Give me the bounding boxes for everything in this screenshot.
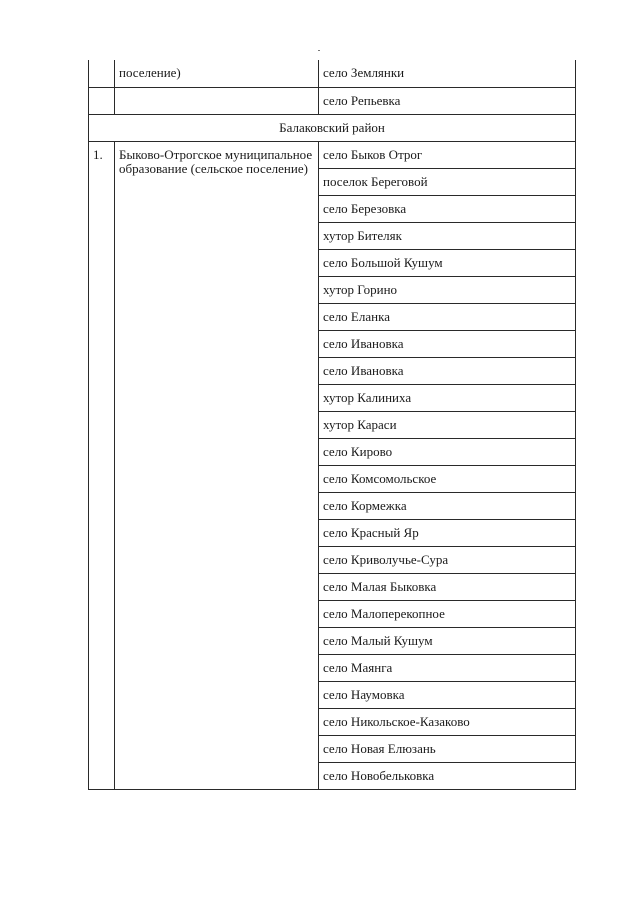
district-title: Балаковский район <box>89 114 576 141</box>
settlement-cell: село Большой Кушум <box>319 249 576 276</box>
settlement-cell: село Малый Кушум <box>319 627 576 654</box>
settlement-cell: село Ивановка <box>319 330 576 357</box>
settlement-cell: хутор Калиниха <box>319 384 576 411</box>
scan-speck <box>318 50 320 51</box>
settlement-cell: хутор Бителяк <box>319 222 576 249</box>
settlement-cell: село Еланка <box>319 303 576 330</box>
settlement-cell: поселок Береговой <box>319 168 576 195</box>
settlement-cell: село Ивановка <box>319 357 576 384</box>
entry-number: 1. <box>89 141 115 789</box>
settlement-cell: село Маянга <box>319 654 576 681</box>
table-row <box>89 87 576 114</box>
settlement-cell: село Малая Быковка <box>319 573 576 600</box>
settlement-cell: село Березовка <box>319 195 576 222</box>
settlement-cell: село Новая Елюзань <box>319 735 576 762</box>
settlement-cell: село Кирово <box>319 438 576 465</box>
settlement-cell: село Комсомольское <box>319 465 576 492</box>
settlement-cell: село Малоперекопное <box>319 600 576 627</box>
settlement-cell: хутор Горино <box>319 276 576 303</box>
table-body <box>89 60 576 789</box>
settlement-cell: село Кормежка <box>319 492 576 519</box>
settlement-cell: хутор Караси <box>319 411 576 438</box>
settlements-table <box>88 60 576 790</box>
settlement-cell: село Криволучье-Сура <box>319 546 576 573</box>
row-number-cell <box>89 60 115 87</box>
district-row <box>89 114 576 141</box>
settlement-cell: село Репьевка <box>319 87 576 114</box>
settlement-cell: село Никольское-Казаково <box>319 708 576 735</box>
municipality-name: Быково-Отрогское муниципальное образование (сельское поселение) <box>115 141 319 789</box>
settlement-cell: село Землянки <box>319 60 576 87</box>
settlement-cell: село Красный Яр <box>319 519 576 546</box>
table-row <box>89 141 576 168</box>
row-number-cell <box>89 87 115 114</box>
settlement-cell: село Быков Отрог <box>319 141 576 168</box>
table-row <box>89 60 576 87</box>
municipality-name-cell: поселение) <box>115 60 319 87</box>
settlement-cell: село Наумовка <box>319 681 576 708</box>
settlement-cell: село Новобельковка <box>319 762 576 789</box>
municipality-name-cell <box>115 87 319 114</box>
